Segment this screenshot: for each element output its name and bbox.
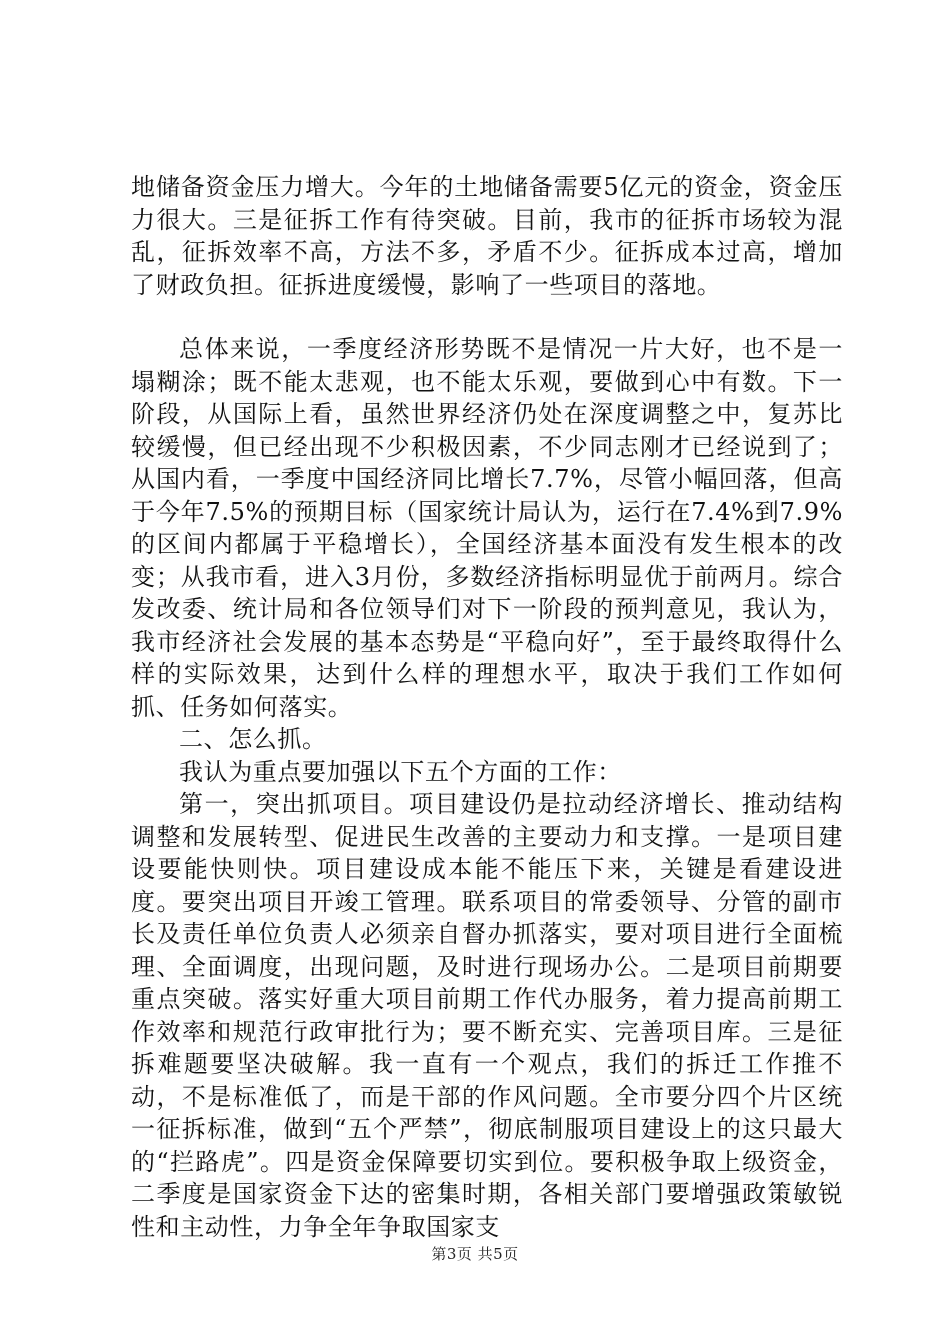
page-number-footer: 第3页 共5页 [431, 1245, 519, 1263]
paragraph-land-reserve: 地储备资金压力增大。今年的土地储备需要5亿元的资金，资金压力很大。三是征拆工作有待突破。目前，我市的征拆市场较为混乱，征拆效率不高，方法不多，矛盾不少。征拆成本过高，增加了财政负担。征拆进度缓慢，影响了一些项目的落地。 [131, 173, 843, 299]
paragraph-five-aspects-intro: 我认为重点要加强以下五个方面的工作： [179, 757, 622, 786]
paragraph-overall-situation: 总体来说，一季度经济形势既不是情况一片大好，也不是一塌糊涂；既不能太悲观，也不能太乐观，要做到心中有数。下一阶段，从国际上看，虽然世界经济仍处在深度调整之中，复苏比较缓慢，但已经出现不少积极因素，不少同志刚才已经说到了；从国内看，一季度中国经济同比增长7.7%，尽管小幅回落，但高于今年7.5%的预期目标（国家统计局认为，运行在7.4%到7.9%的区间内都属于平稳增长），全国经济基本面没有发生根本的改变；从我市看，进入3月份，多数经济指标明显优于前两月。综合发改委、统计局和各位领导们对下一阶段的预判意见，我认为，我市经济社会发展的基本态势是“平稳向好”，至于最终取得什么样的实际效果，达到什么样的理想水平，取决于我们工作如何抓、任务如何落实。 [131, 335, 843, 721]
document-body [131, 171, 843, 1243]
paragraph-first-projects: 第一，突出抓项目。项目建设仍是拉动经济增长、推动结构调整和发展转型、促进民生改善的主要动力和支撑。一是项目建设要能快则快。项目建设成本能不能压下来，关键是看建设进度。要突出项目开竣工管理。联系项目的常委领导、分管的副市长及责任单位负责人必须亲自督办抓落实，要对项目进行全面梳理、全面调度，出现问题，及时进行现场办公。二是项目前期要重点突破。落实好重大项目前期工作代办服务，着力提高前期工作效率和规范行政审批行为；要不断充实、完善项目库。三是征拆难题要坚决破解。我一直有一个观点，我们的拆迁工作推不动，不是标准低了，而是干部的作风问题。全市要分四个片区统一征拆标准，做到“五个严禁”，彻底制服项目建设上的这只最大的“拦路虎”。四是资金保障要切实到位。要积极争取上级资金，二季度是国家资金下达的密集时期，各相关部门要增强政策敏锐性和主动性，力争全年争取国家支 [131, 790, 843, 1241]
section-heading-how-to-work: 二、怎么抓。 [179, 725, 327, 753]
